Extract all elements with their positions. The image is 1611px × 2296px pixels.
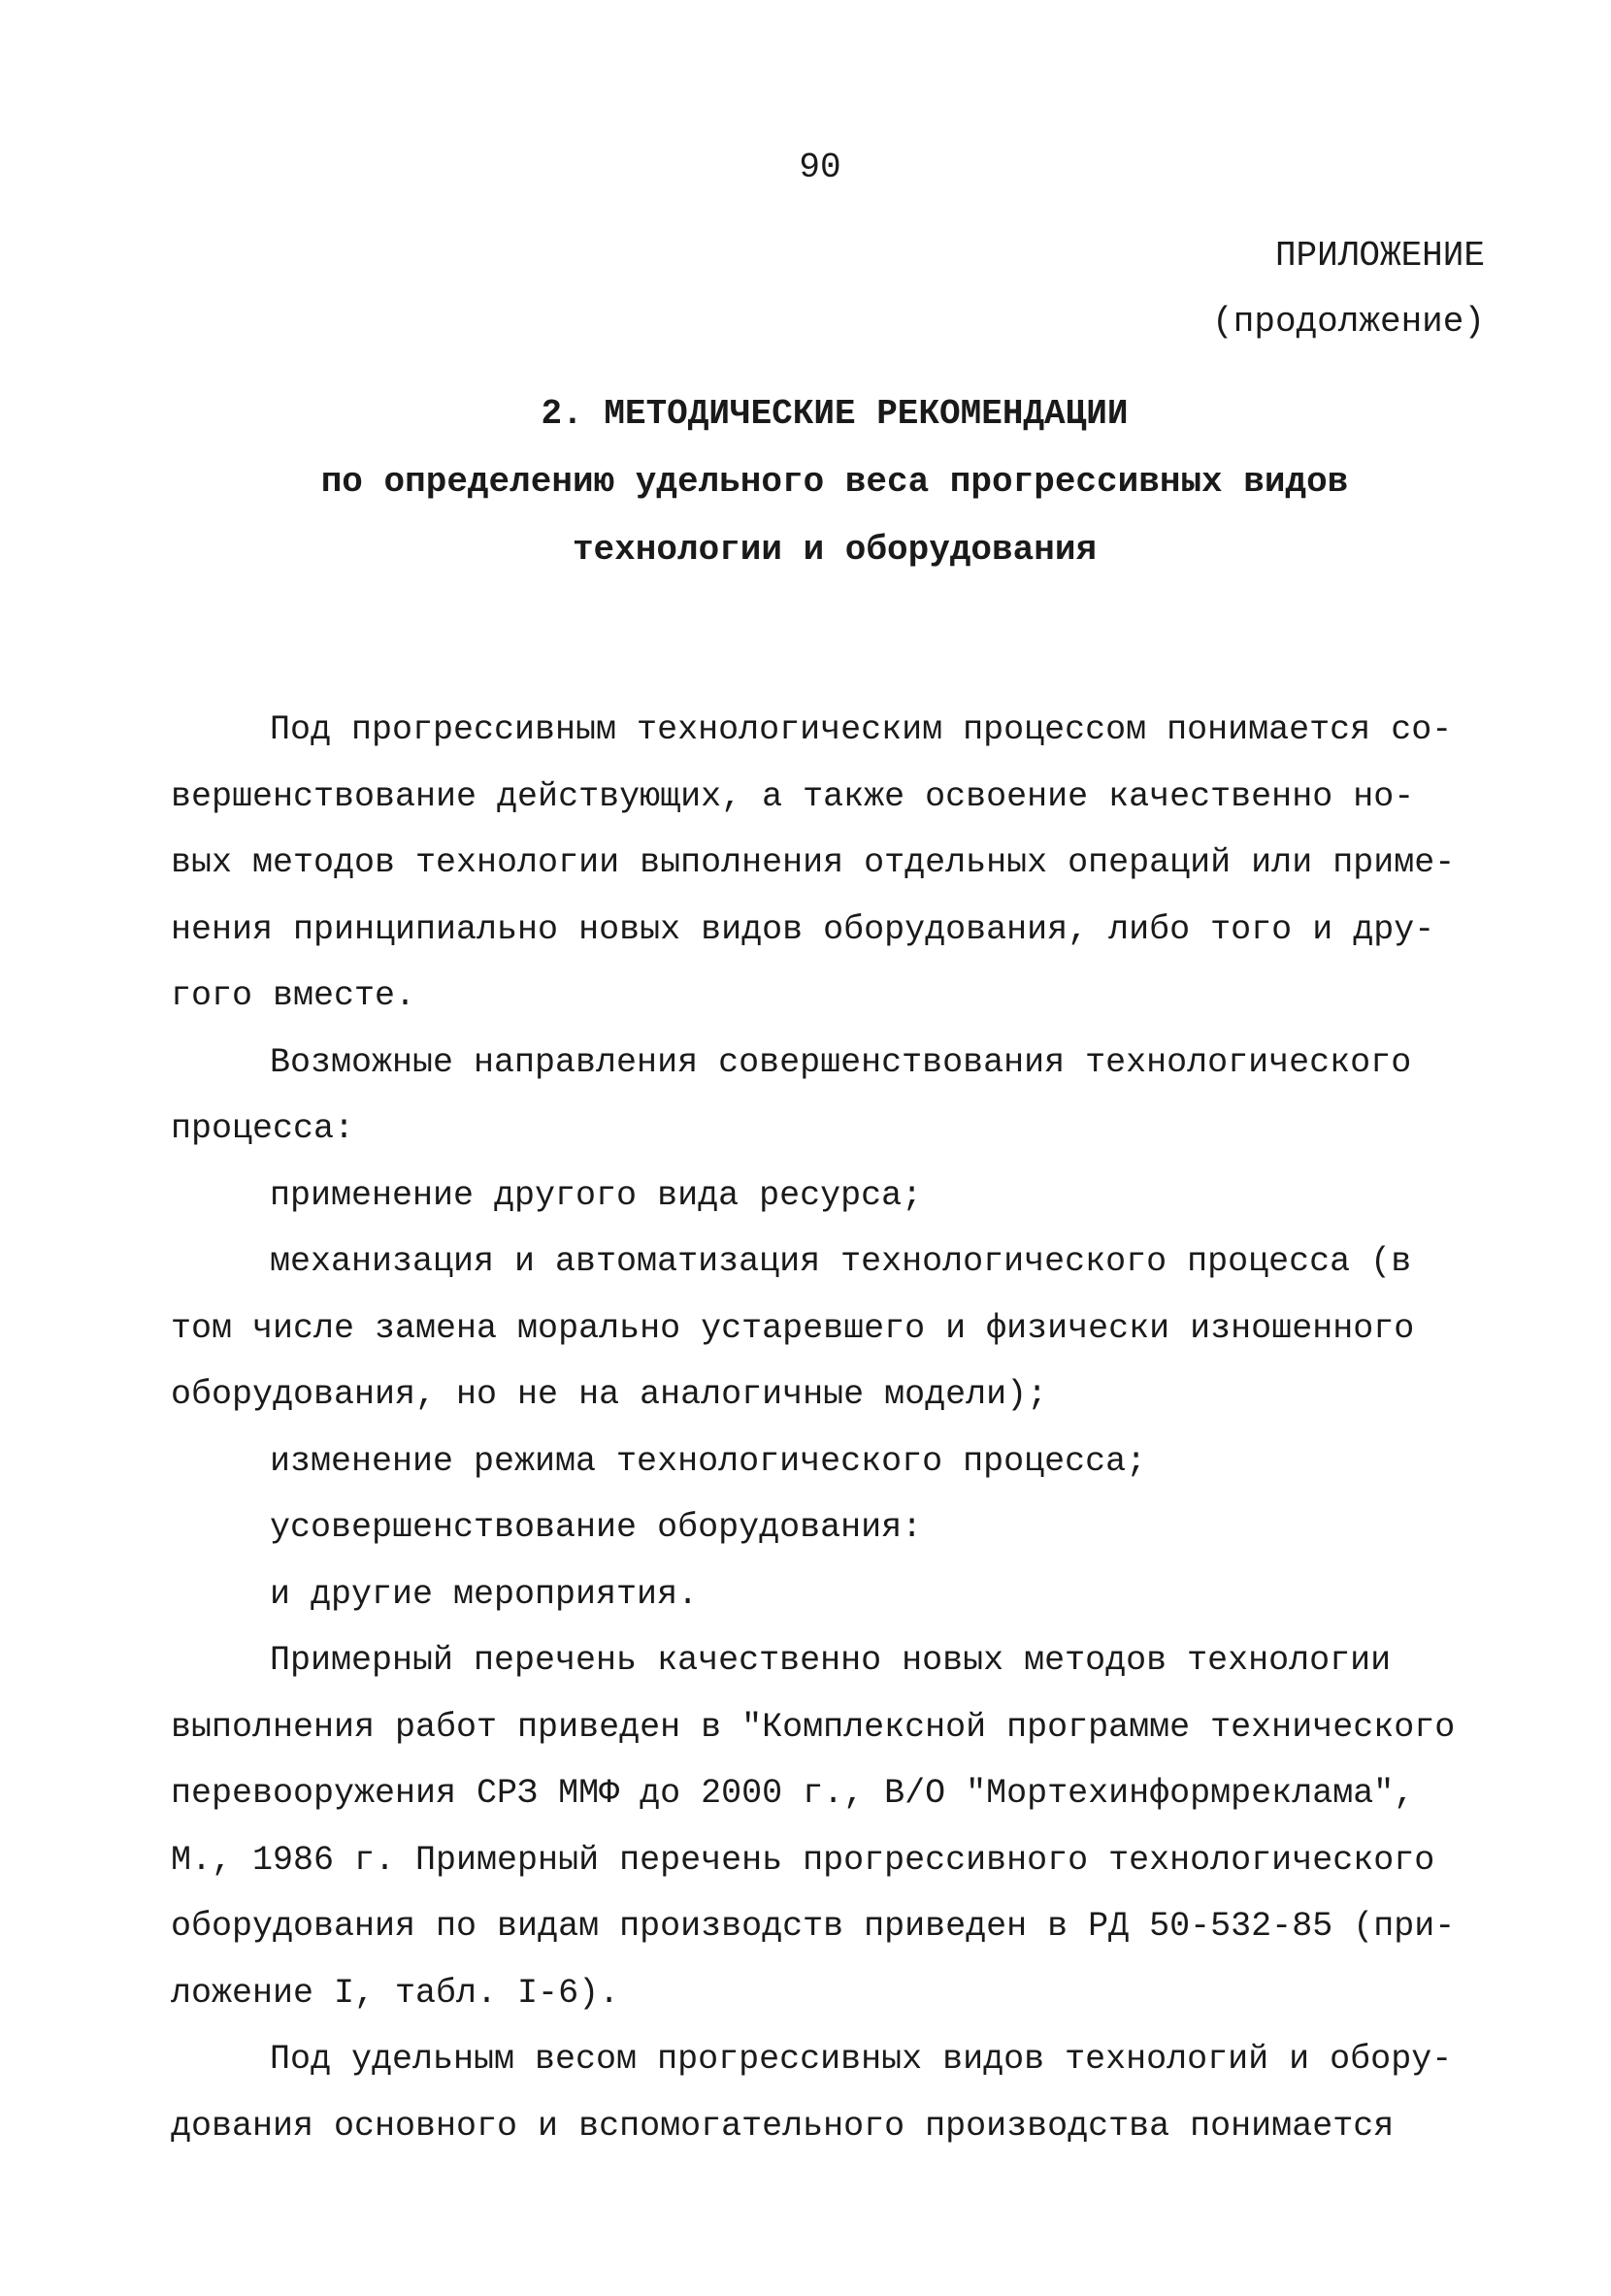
text-line: Под прогрессивным технологическим процессом понимается со-	[270, 710, 1453, 749]
text-line: и другие мероприятия.	[270, 1574, 699, 1614]
text-line: том числе замена морально устаревшего и физически изношенного	[171, 1308, 1415, 1348]
text-line: изменение режима технологического процесса;	[270, 1441, 1147, 1481]
text-line: Возможные направления совершенствования технологического	[270, 1042, 1412, 1082]
section-heading	[175, 380, 1495, 584]
text-line: усовершенствование оборудования:	[270, 1508, 923, 1547]
appendix-header	[1058, 223, 1485, 355]
appendix-label: ПРИЛОЖЕНИЕ	[1274, 236, 1485, 276]
text-line: выполнения работ приведен в "Комплексной программе технического	[171, 1707, 1456, 1747]
text-line: дования основного и вспомогательного производства понимается	[171, 2106, 1395, 2146]
text-line: оборудования по видам производств приведен в РД 50-532-85 (при-	[171, 1907, 1456, 1946]
text-line: вых методов технологии выполнения отдельных операций или приме-	[171, 843, 1456, 882]
text-line: М., 1986 г. Примерный перечень прогрессивного технологического	[171, 1840, 1435, 1880]
text-line: оборудования, но не на аналогичные модели);	[171, 1375, 1048, 1414]
body-text	[171, 697, 1455, 2159]
heading-title: 2. МЕТОДИЧЕСКИЕ РЕКОМЕНДАЦИИ	[541, 394, 1129, 434]
heading-subtitle-line-1: по определению удельного веса прогрессивных видов	[320, 462, 1349, 502]
appendix-continuation: (продолжение)	[1212, 302, 1485, 342]
text-line: Примерный перечень качественно новых методов технологии	[270, 1641, 1392, 1680]
text-line: применение другого вида ресурса;	[270, 1175, 923, 1215]
text-line: нения принципиально новых видов оборудования, либо того и дру-	[171, 909, 1435, 949]
text-line: ложение I, табл. I-6).	[171, 1973, 620, 2013]
text-line: вершенствование действующих, а также освоение качественно но-	[171, 776, 1415, 816]
text-line: перевооружения СРЗ ММФ до 2000 г., В/О "Мортехинформреклама",	[171, 1774, 1415, 1813]
text-line: процесса:	[171, 1109, 355, 1148]
page-number: 90	[799, 148, 841, 187]
heading-subtitle-line-2: технологии и оборудования	[572, 530, 1098, 570]
text-line: гого вместе.	[171, 976, 416, 1015]
text-line: Под удельным весом прогрессивных видов технологий и обору-	[270, 2040, 1453, 2079]
text-line: механизация и автоматизация технологического процесса (в	[270, 1242, 1412, 1281]
